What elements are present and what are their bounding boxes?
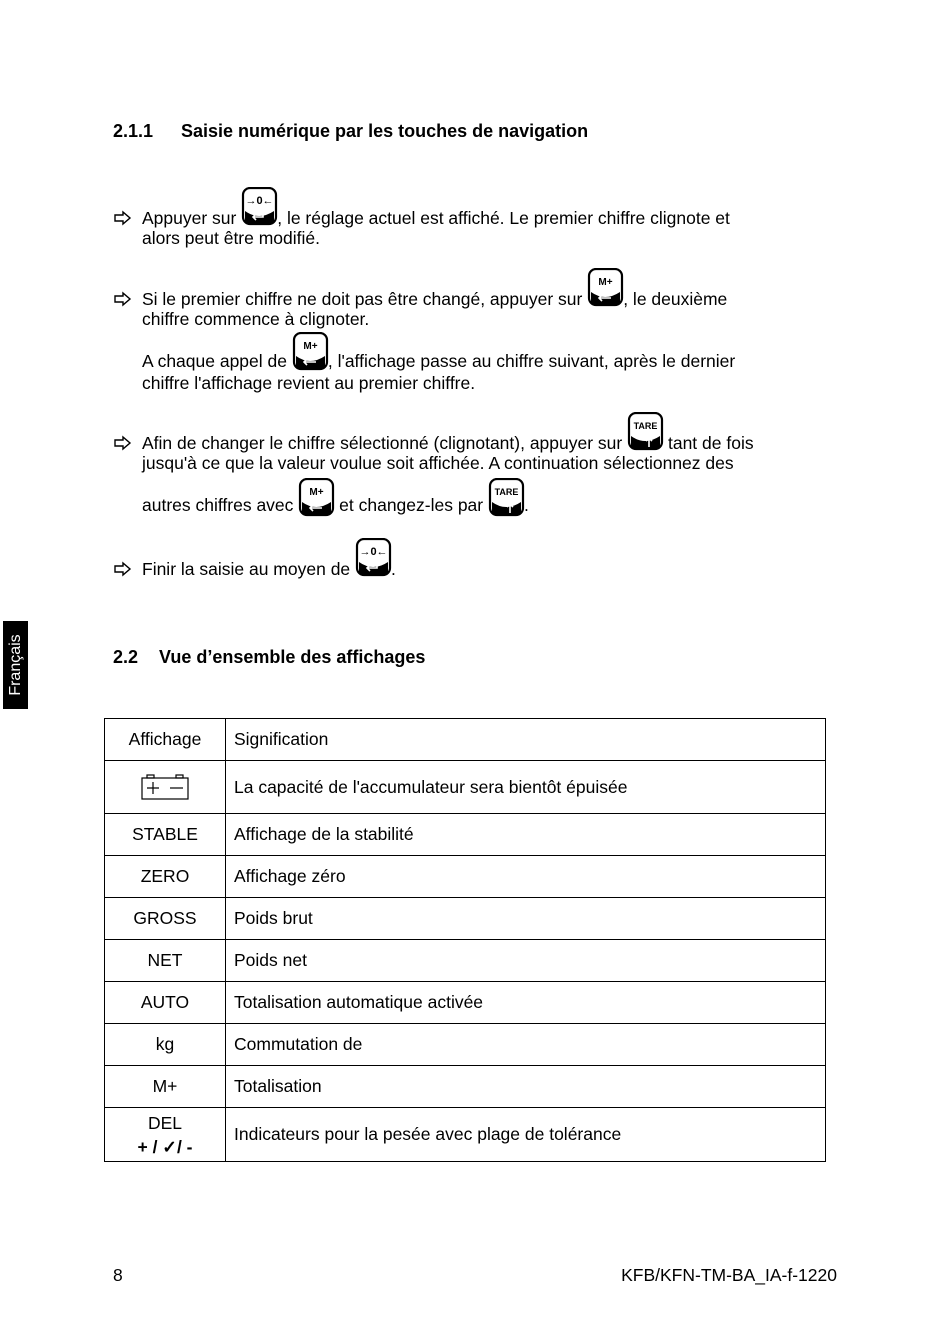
side-tab-label: Français (6, 634, 24, 696)
table-cell-meaning: Totalisation automatique activée (226, 982, 826, 1024)
display-overview-table (104, 718, 826, 1162)
table-cell-display: ZERO (105, 856, 226, 898)
bullet-arrow-icon (113, 291, 133, 307)
table-row (105, 898, 826, 940)
bullet-arrow-icon (113, 561, 133, 577)
section-number-2-2: 2.2 (113, 647, 139, 667)
table-row (105, 761, 826, 814)
tolerance-del-label: DEL (147, 1112, 183, 1133)
mplus-enter-key-icon (292, 332, 328, 368)
table-cell-meaning: Commutation de (226, 1024, 826, 1066)
mplus-key-label: M+ (598, 277, 613, 288)
section-title-2-2: Vue d’ensemble des affichages (159, 647, 426, 667)
bullet-1-line2: alors peut être modifié. (142, 228, 321, 248)
bullet-2-sub-post: , l'affichage passe au chiffre suivant, après le dernier (327, 351, 736, 371)
table-cell-meaning: Poids net (226, 940, 826, 982)
mplus-enter-key-icon (587, 268, 623, 304)
bullet-2-sub-line2: chiffre l'affichage revient au premier chiffre. (142, 373, 476, 393)
table-row (105, 982, 826, 1024)
document-id: KFB/KFN-TM-BA_IA-f-1220 (621, 1265, 837, 1285)
table-cell-display: STABLE (105, 814, 226, 856)
bullet-arrow-icon (113, 210, 133, 226)
table-cell-display (105, 1108, 226, 1162)
tare-key-label: TARE (494, 487, 519, 497)
section-title-2-1-1: Saisie numérique par les touches de navigation (181, 121, 589, 141)
bullet-3 (142, 412, 842, 518)
bullet-1 (142, 187, 842, 249)
bullet-3-pre: Afin de changer le chiffre sélectionné (clignotant), appuyer sur (142, 433, 628, 453)
table-cell-meaning: Affichage de la stabilité (226, 814, 826, 856)
zero-enter-key-icon (355, 538, 391, 574)
table-cell-display: kg (105, 1024, 226, 1066)
mplus-key-label: M+ (309, 487, 324, 498)
bullet-2 (142, 268, 842, 330)
table-row (105, 1024, 826, 1066)
bullet-3-line3-c: . (523, 495, 529, 515)
zero-key-label: →0← (359, 546, 388, 558)
table-cell-meaning: Totalisation (226, 1066, 826, 1108)
table-cell-meaning: Poids brut (226, 898, 826, 940)
bullet-arrow-icon (113, 435, 133, 451)
bullet-4 (142, 538, 842, 579)
zero-key-label: →0← (245, 195, 274, 207)
table-cell-display (105, 761, 226, 814)
table-cell-meaning: Affichage zéro (226, 856, 826, 898)
mplus-key-label: M+ (303, 341, 318, 352)
tolerance-symbols: + / ✓/ - (137, 1136, 193, 1157)
bullet-4-pre: Finir la saisie au moyen de (142, 559, 356, 579)
bullet-1-pre: Appuyer sur (142, 208, 242, 228)
table-row (105, 940, 826, 982)
table-cell-display: NET (105, 940, 226, 982)
page-number: 8 (113, 1265, 123, 1285)
bullet-2-sub-pre: A chaque appel de (142, 351, 292, 371)
tare-up-key-icon (488, 478, 524, 514)
bullet-3-line2: jusqu'à ce que la valeur voulue soit affichée. A continuation sélectionnez des (142, 453, 734, 473)
section-number-2-1-1: 2.1.1 (113, 121, 154, 141)
table-cell-display: GROSS (105, 898, 226, 940)
bullet-3-post: tant de fois (663, 433, 754, 453)
table-header-meaning: Signification (226, 719, 826, 761)
table-header-row (105, 719, 826, 761)
table-cell-display: M+ (105, 1066, 226, 1108)
table-cell-display: AUTO (105, 982, 226, 1024)
table-row (105, 814, 826, 856)
table-row (105, 1066, 826, 1108)
table-header-display: Affichage (105, 719, 226, 761)
mplus-enter-key-icon (298, 478, 334, 514)
bullet-2-pre: Si le premier chiffre ne doit pas être changé, appuyer sur (142, 289, 588, 309)
bullet-2-post: , le deuxième (623, 289, 728, 309)
table-cell-meaning: La capacité de l'accumulateur sera bientôt épuisée (226, 761, 826, 814)
bullet-1-post: , le réglage actuel est affiché. Le premier chiffre clignote et (277, 208, 730, 228)
bullet-4-post: . (391, 559, 396, 579)
bullet-2-line2: chiffre commence à clignoter. (142, 309, 370, 329)
bullet-3-line3-a: autres chiffres avec (142, 495, 299, 515)
language-side-tab (3, 621, 28, 709)
tare-key-label: TARE (633, 421, 658, 431)
table-cell-meaning: Indicateurs pour la pesée avec plage de tolérance (226, 1108, 826, 1162)
table-row (105, 856, 826, 898)
battery-icon (139, 772, 191, 802)
zero-enter-key-icon (241, 187, 277, 223)
table-row (105, 1108, 826, 1162)
bullet-2-sub (142, 332, 842, 394)
bullet-3-line3-b: et changez-les par (334, 495, 488, 515)
tare-up-key-icon (627, 412, 663, 448)
